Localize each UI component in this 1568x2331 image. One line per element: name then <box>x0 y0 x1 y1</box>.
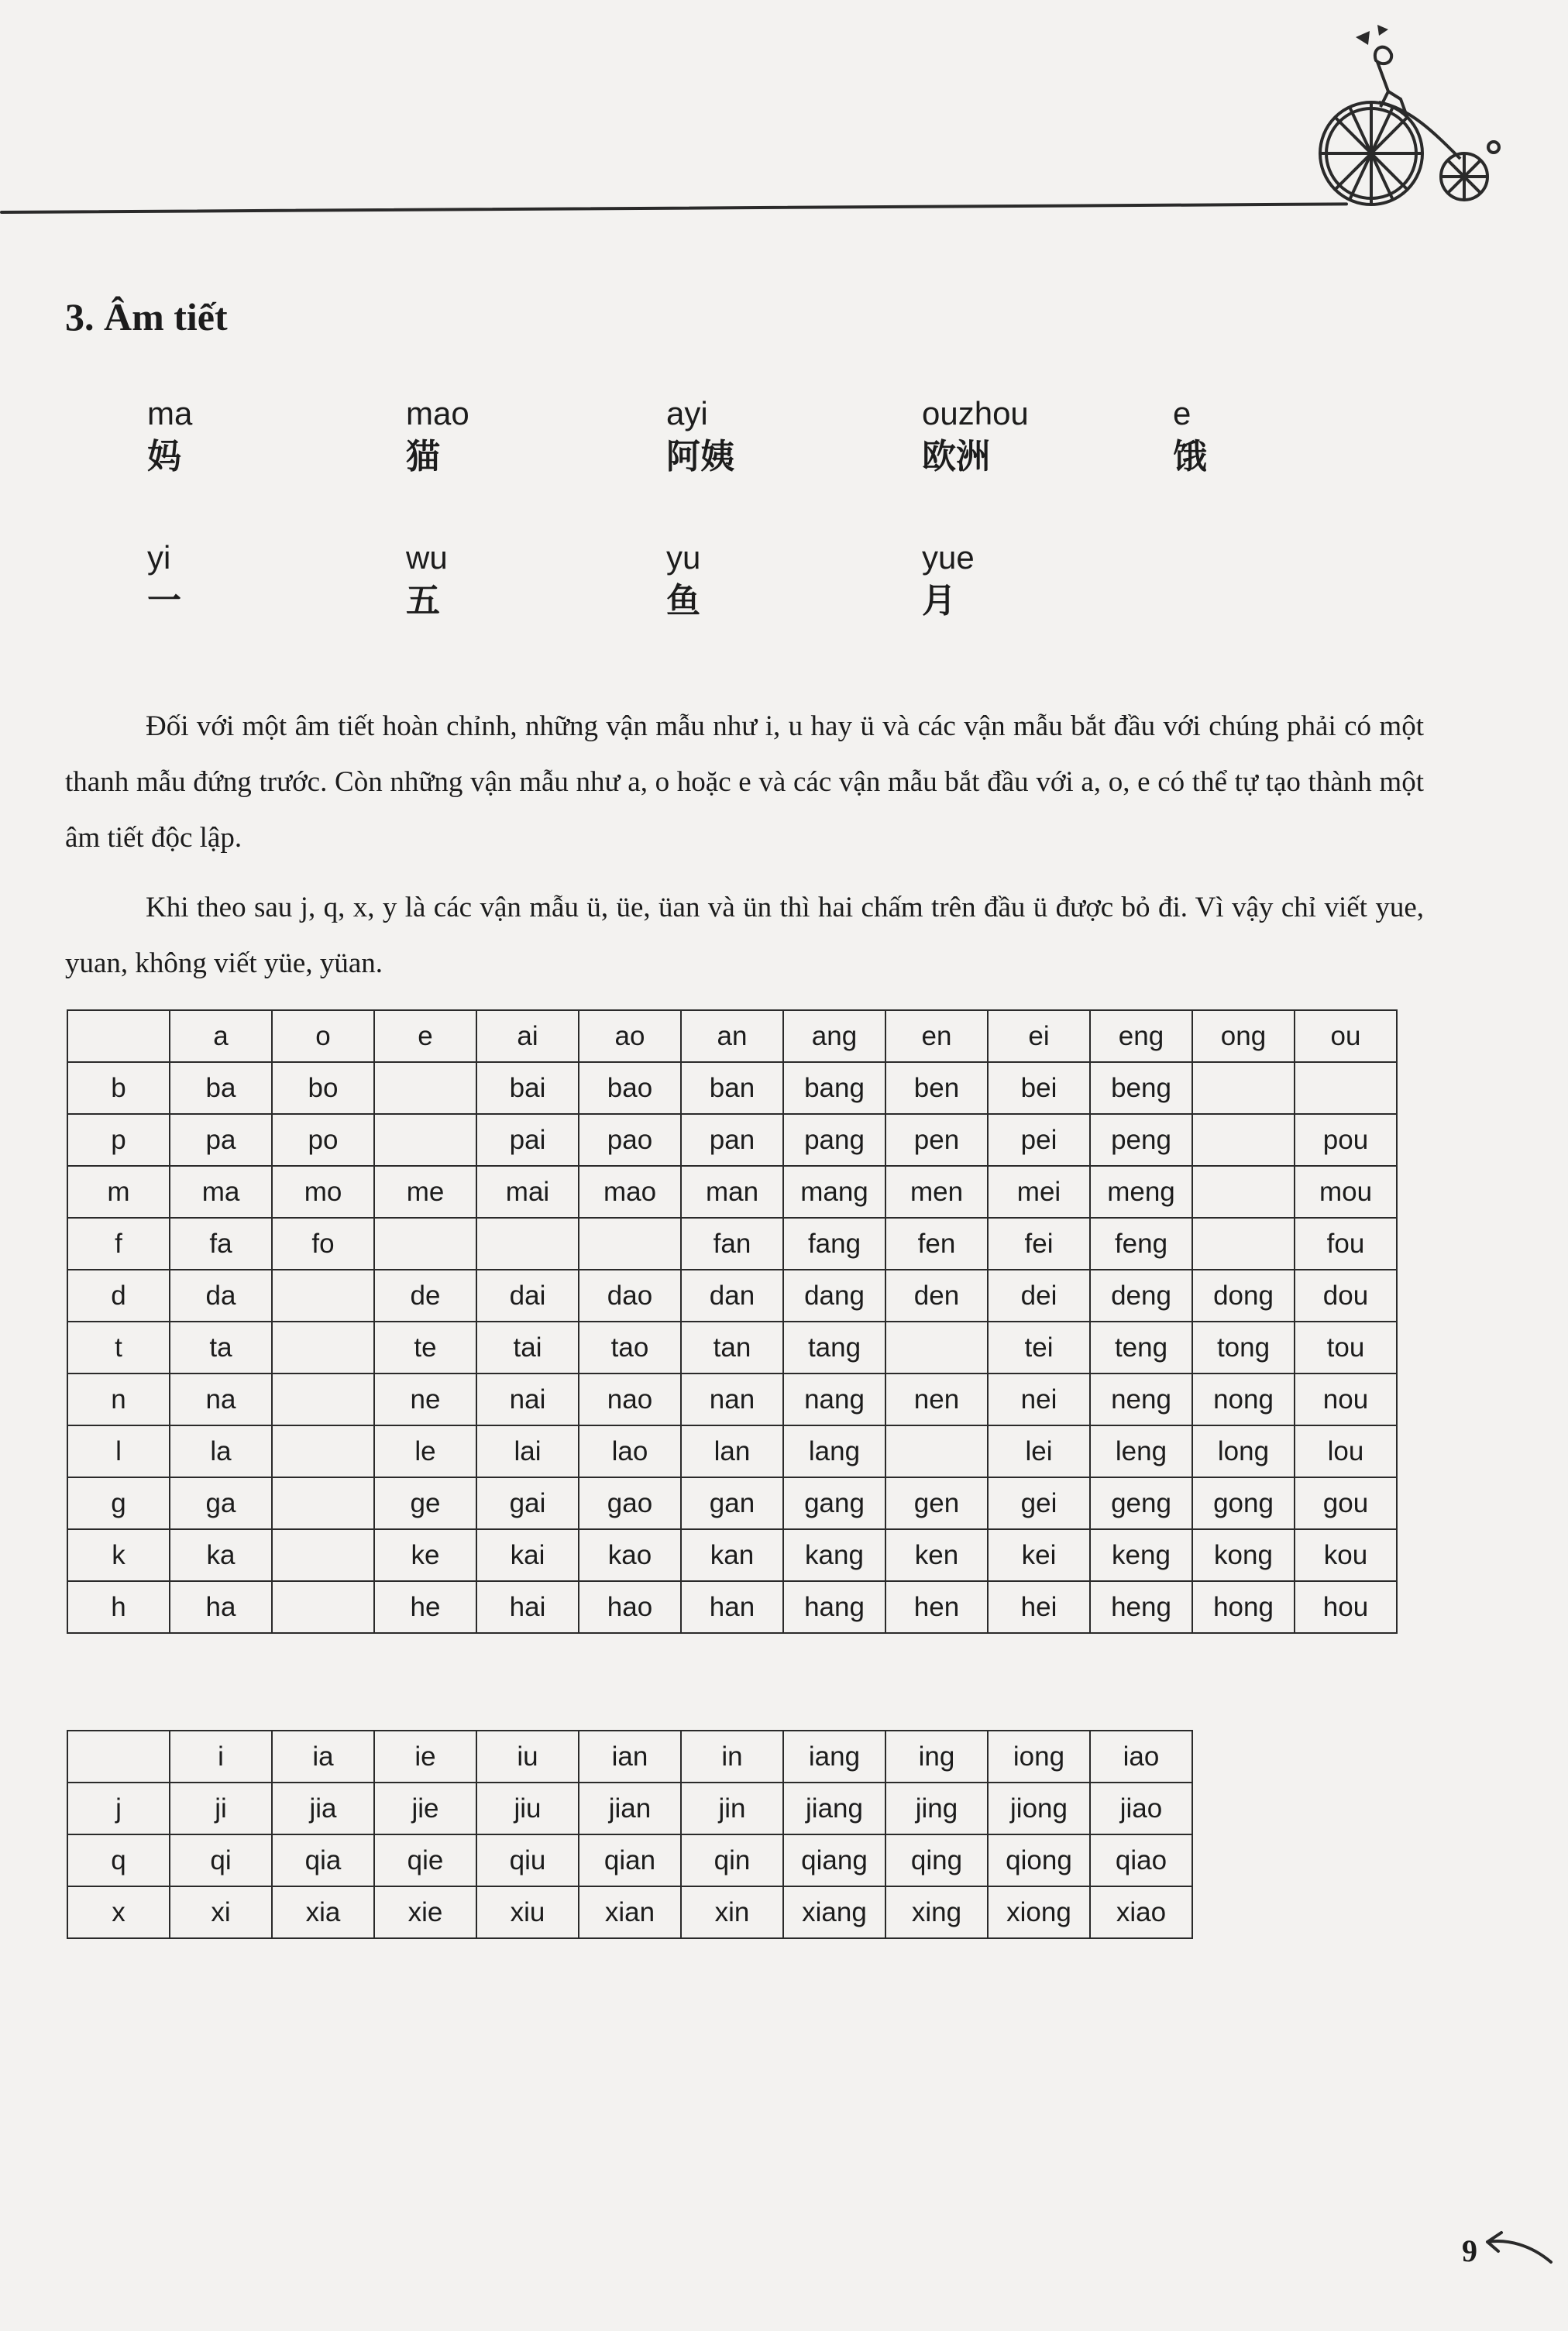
table-row-label: j <box>67 1783 170 1834</box>
table-row-label: x <box>67 1886 170 1938</box>
example-hanzi: 五 <box>406 581 440 621</box>
table-header-cell <box>67 1731 170 1783</box>
table-cell: gan <box>681 1477 783 1529</box>
table-cell: bo <box>272 1062 374 1114</box>
table-cell: dei <box>988 1270 1090 1322</box>
table-cell <box>374 1114 476 1166</box>
table-cell: qing <box>885 1834 988 1886</box>
example-pinyin: yu <box>666 539 701 576</box>
table-cell: kao <box>579 1529 681 1581</box>
table-cell: kong <box>1192 1529 1295 1581</box>
table-cell: pao <box>579 1114 681 1166</box>
table-cell: hang <box>783 1581 885 1633</box>
table-cell: dou <box>1295 1270 1397 1322</box>
table-header-cell: a <box>170 1010 272 1062</box>
table-cell: bao <box>579 1062 681 1114</box>
table-cell <box>885 1322 988 1374</box>
example-pinyin: mao <box>406 395 469 431</box>
table-cell: tong <box>1192 1322 1295 1374</box>
table-cell: ma <box>170 1166 272 1218</box>
example-item <box>922 394 1154 480</box>
table-cell: tei <box>988 1322 1090 1374</box>
table-cell: gao <box>579 1477 681 1529</box>
table-cell: hong <box>1192 1581 1295 1633</box>
table-cell: qian <box>579 1834 681 1886</box>
table-cell <box>1295 1062 1397 1114</box>
table-cell: qiu <box>476 1834 579 1886</box>
table-row <box>67 1114 1397 1166</box>
table-row <box>67 1581 1397 1633</box>
table-cell: mou <box>1295 1166 1397 1218</box>
table-cell: dao <box>579 1270 681 1322</box>
example-hanzi: 鱼 <box>666 581 700 621</box>
table-header-row <box>67 1010 1397 1062</box>
table-cell: meng <box>1090 1166 1192 1218</box>
table-cell: men <box>885 1166 988 1218</box>
table-cell: fa <box>170 1218 272 1270</box>
table-row <box>67 1322 1397 1374</box>
table-cell <box>1192 1114 1295 1166</box>
table-cell: fan <box>681 1218 783 1270</box>
table-cell: te <box>374 1322 476 1374</box>
table-header-cell: iao <box>1090 1731 1192 1783</box>
table-row-label: p <box>67 1114 170 1166</box>
penny-farthing-bicycle-illustration <box>1302 15 1503 209</box>
table-header-cell: ang <box>783 1010 885 1062</box>
table-cell: fei <box>988 1218 1090 1270</box>
table-cell: ne <box>374 1374 476 1425</box>
table-header-cell: ia <box>272 1731 374 1783</box>
example-hanzi: 饿 <box>1173 437 1207 476</box>
table-cell: hen <box>885 1581 988 1633</box>
body-paragraph: Đối với một âm tiết hoàn chỉnh, những vận mẫu như i, u hay ü và các vận mẫu bắt đầu với chúng phải có một thanh mẫu đứng trước. Còn những vận mẫu như a, o hoặc e và các vận mẫu bắt đầu với a, o, e có thể tự tạo thành một âm tiết độc lập. <box>65 710 1424 854</box>
table-cell <box>476 1218 579 1270</box>
table-cell: tao <box>579 1322 681 1374</box>
example-pinyin: yi <box>147 539 171 576</box>
example-hanzi: 月 <box>922 581 956 621</box>
example-item <box>147 538 380 624</box>
table-cell: qie <box>374 1834 476 1886</box>
table-cell: jiong <box>988 1783 1090 1834</box>
table-cell: kan <box>681 1529 783 1581</box>
table-row-label: g <box>67 1477 170 1529</box>
syllable-table-1 <box>67 1009 1398 1634</box>
table-header-cell: ao <box>579 1010 681 1062</box>
table-cell: xia <box>272 1886 374 1938</box>
example-row-1 <box>147 394 1309 538</box>
table-row <box>67 1886 1192 1938</box>
table-header-cell <box>67 1010 170 1062</box>
table-cell: deng <box>1090 1270 1192 1322</box>
table-row <box>67 1166 1397 1218</box>
table-header-cell: ie <box>374 1731 476 1783</box>
table-cell: pan <box>681 1114 783 1166</box>
table-cell: pou <box>1295 1114 1397 1166</box>
table-cell: hai <box>476 1581 579 1633</box>
table-cell: neng <box>1090 1374 1192 1425</box>
table-header-cell: o <box>272 1010 374 1062</box>
table-cell: tan <box>681 1322 783 1374</box>
table-cell: long <box>1192 1425 1295 1477</box>
example-item <box>666 538 899 624</box>
table-cell: dai <box>476 1270 579 1322</box>
table-cell <box>272 1270 374 1322</box>
table-cell: gai <box>476 1477 579 1529</box>
table-cell: ke <box>374 1529 476 1581</box>
table-cell: pang <box>783 1114 885 1166</box>
table-row-label: m <box>67 1166 170 1218</box>
table-header-cell: ing <box>885 1731 988 1783</box>
body-paragraph: Khi theo sau j, q, x, y là các vận mẫu ü, üe, üan và ün thì hai chấm trên đầu ü được bỏ đi. Vì vậy chỉ viết yue, yuan, không viết yüe, yüan. <box>65 892 1424 979</box>
table-cell <box>1192 1062 1295 1114</box>
table-header-cell: iang <box>783 1731 885 1783</box>
example-item <box>666 394 899 480</box>
example-hanzi: 欧洲 <box>922 437 990 476</box>
table-cell: xiao <box>1090 1886 1192 1938</box>
table-cell: xing <box>885 1886 988 1938</box>
table-cell: xiu <box>476 1886 579 1938</box>
table-cell: me <box>374 1166 476 1218</box>
table-header-cell: an <box>681 1010 783 1062</box>
table-header-cell: ong <box>1192 1010 1295 1062</box>
table-header-row <box>67 1731 1192 1783</box>
table-cell: jin <box>681 1783 783 1834</box>
table-cell: hao <box>579 1581 681 1633</box>
table-cell: nong <box>1192 1374 1295 1425</box>
table-cell: beng <box>1090 1062 1192 1114</box>
table-cell: tou <box>1295 1322 1397 1374</box>
table-cell: heng <box>1090 1581 1192 1633</box>
table-cell: ha <box>170 1581 272 1633</box>
example-item <box>1173 394 1405 480</box>
table-cell: le <box>374 1425 476 1477</box>
table-cell: lai <box>476 1425 579 1477</box>
table-cell: nao <box>579 1374 681 1425</box>
table-cell: den <box>885 1270 988 1322</box>
table-row-label: h <box>67 1581 170 1633</box>
table-cell: lou <box>1295 1425 1397 1477</box>
table-cell: jian <box>579 1783 681 1834</box>
table-cell: qiong <box>988 1834 1090 1886</box>
table-cell <box>1192 1218 1295 1270</box>
table-cell: ken <box>885 1529 988 1581</box>
table-header-cell: ei <box>988 1010 1090 1062</box>
table-cell: lang <box>783 1425 885 1477</box>
table-cell: lao <box>579 1425 681 1477</box>
example-hanzi: 阿姨 <box>666 437 734 476</box>
table-cell: xie <box>374 1886 476 1938</box>
table-cell <box>579 1218 681 1270</box>
table-cell: kou <box>1295 1529 1397 1581</box>
table-cell: ban <box>681 1062 783 1114</box>
example-item <box>147 394 380 480</box>
table-row-label: l <box>67 1425 170 1477</box>
table-row <box>67 1529 1397 1581</box>
table-row-label: b <box>67 1062 170 1114</box>
table-cell: qi <box>170 1834 272 1886</box>
table-cell: han <box>681 1581 783 1633</box>
table-cell: pen <box>885 1114 988 1166</box>
table-header-cell: ai <box>476 1010 579 1062</box>
table-cell: jie <box>374 1783 476 1834</box>
table-cell: qiao <box>1090 1834 1192 1886</box>
table-cell: pa <box>170 1114 272 1166</box>
table-cell: he <box>374 1581 476 1633</box>
table-cell: mo <box>272 1166 374 1218</box>
example-hanzi: 一 <box>147 581 181 621</box>
example-item <box>406 394 638 480</box>
example-item <box>406 538 638 624</box>
table-row-label: n <box>67 1374 170 1425</box>
example-hanzi: 猫 <box>406 437 440 476</box>
table-cell: nan <box>681 1374 783 1425</box>
table-cell: gen <box>885 1477 988 1529</box>
table-cell: de <box>374 1270 476 1322</box>
table-row <box>67 1270 1397 1322</box>
table-cell: qin <box>681 1834 783 1886</box>
table-cell: nen <box>885 1374 988 1425</box>
table-cell: qia <box>272 1834 374 1886</box>
table-cell: bai <box>476 1062 579 1114</box>
table-cell: kei <box>988 1529 1090 1581</box>
table-cell: geng <box>1090 1477 1192 1529</box>
table-row-label: t <box>67 1322 170 1374</box>
table-cell: keng <box>1090 1529 1192 1581</box>
syllable-table-2 <box>67 1730 1193 1939</box>
table-cell: la <box>170 1425 272 1477</box>
syllable-examples <box>147 394 1309 682</box>
table-cell: xiong <box>988 1886 1090 1938</box>
table-cell: fo <box>272 1218 374 1270</box>
example-row-2 <box>147 538 1309 682</box>
table-cell: jing <box>885 1783 988 1834</box>
table-cell: xiang <box>783 1886 885 1938</box>
table-cell: fen <box>885 1218 988 1270</box>
example-hanzi: 妈 <box>147 437 181 476</box>
table-cell: hou <box>1295 1581 1397 1633</box>
table-cell: gang <box>783 1477 885 1529</box>
table-cell: nai <box>476 1374 579 1425</box>
table-cell: po <box>272 1114 374 1166</box>
table-cell: qiang <box>783 1834 885 1886</box>
example-item <box>922 538 1154 624</box>
table-row <box>67 1477 1397 1529</box>
table-cell: na <box>170 1374 272 1425</box>
table-cell: ba <box>170 1062 272 1114</box>
table-cell: mang <box>783 1166 885 1218</box>
table-cell: xian <box>579 1886 681 1938</box>
table-cell: nei <box>988 1374 1090 1425</box>
table-cell: ji <box>170 1783 272 1834</box>
table-cell: jiu <box>476 1783 579 1834</box>
table-cell: ga <box>170 1477 272 1529</box>
table-cell: mao <box>579 1166 681 1218</box>
table-cell: nou <box>1295 1374 1397 1425</box>
table-cell <box>272 1477 374 1529</box>
table-cell: peng <box>1090 1114 1192 1166</box>
table-cell: xin <box>681 1886 783 1938</box>
table-header-cell: iong <box>988 1731 1090 1783</box>
table-cell: lei <box>988 1425 1090 1477</box>
table-row <box>67 1062 1397 1114</box>
table-cell: xi <box>170 1886 272 1938</box>
header-rule <box>0 202 1348 214</box>
table-cell <box>272 1425 374 1477</box>
section-title: 3. Âm tiết <box>65 295 228 339</box>
table-header-cell: iu <box>476 1731 579 1783</box>
table-cell: tang <box>783 1322 885 1374</box>
table-cell: ben <box>885 1062 988 1114</box>
table-cell <box>374 1062 476 1114</box>
table-cell: gei <box>988 1477 1090 1529</box>
example-pinyin: wu <box>406 539 448 576</box>
table-cell: bei <box>988 1062 1090 1114</box>
table-cell: teng <box>1090 1322 1192 1374</box>
table-cell: bang <box>783 1062 885 1114</box>
table-row <box>67 1834 1192 1886</box>
table-cell <box>1192 1166 1295 1218</box>
page-number: 9 <box>1462 2233 1477 2268</box>
table-header-cell: ian <box>579 1731 681 1783</box>
table-row-label: f <box>67 1218 170 1270</box>
page-corner-arrow-icon <box>1484 2222 1554 2268</box>
table-cell: mei <box>988 1166 1090 1218</box>
table-cell: gou <box>1295 1477 1397 1529</box>
table-header-cell: in <box>681 1731 783 1783</box>
table-cell: pai <box>476 1114 579 1166</box>
table-cell <box>272 1374 374 1425</box>
table-header-cell: i <box>170 1731 272 1783</box>
table-cell: lan <box>681 1425 783 1477</box>
table-cell: ka <box>170 1529 272 1581</box>
table-cell: hei <box>988 1581 1090 1633</box>
table-cell: kai <box>476 1529 579 1581</box>
table-row-label: q <box>67 1834 170 1886</box>
table-cell: mai <box>476 1166 579 1218</box>
table-cell: ge <box>374 1477 476 1529</box>
table-cell: fang <box>783 1218 885 1270</box>
table-cell <box>272 1529 374 1581</box>
table-cell: leng <box>1090 1425 1192 1477</box>
example-pinyin: ouzhou <box>922 395 1029 431</box>
table-header-cell: en <box>885 1010 988 1062</box>
table-row <box>67 1783 1192 1834</box>
table-cell: nang <box>783 1374 885 1425</box>
table-cell: tai <box>476 1322 579 1374</box>
example-pinyin: ma <box>147 395 193 431</box>
table-cell: dong <box>1192 1270 1295 1322</box>
table-cell <box>272 1581 374 1633</box>
table-cell <box>374 1218 476 1270</box>
table-cell: jiao <box>1090 1783 1192 1834</box>
table-row <box>67 1425 1397 1477</box>
table-header-cell: e <box>374 1010 476 1062</box>
table-cell <box>885 1425 988 1477</box>
table-cell: da <box>170 1270 272 1322</box>
table-row <box>67 1374 1397 1425</box>
example-pinyin: e <box>1173 395 1191 431</box>
example-pinyin: yue <box>922 539 975 576</box>
table-cell: fou <box>1295 1218 1397 1270</box>
table-cell: dan <box>681 1270 783 1322</box>
table-header-cell: eng <box>1090 1010 1192 1062</box>
table-row-label: d <box>67 1270 170 1322</box>
table-cell: pei <box>988 1114 1090 1166</box>
table-row-label: k <box>67 1529 170 1581</box>
table-cell: man <box>681 1166 783 1218</box>
table-cell: jiang <box>783 1783 885 1834</box>
table-cell: dang <box>783 1270 885 1322</box>
table-cell <box>272 1322 374 1374</box>
table-header-cell: ou <box>1295 1010 1397 1062</box>
example-pinyin: ayi <box>666 395 708 431</box>
table-cell: feng <box>1090 1218 1192 1270</box>
table-cell: ta <box>170 1322 272 1374</box>
table-cell: kang <box>783 1529 885 1581</box>
table-cell: jia <box>272 1783 374 1834</box>
table-cell: gong <box>1192 1477 1295 1529</box>
table-row <box>67 1218 1397 1270</box>
